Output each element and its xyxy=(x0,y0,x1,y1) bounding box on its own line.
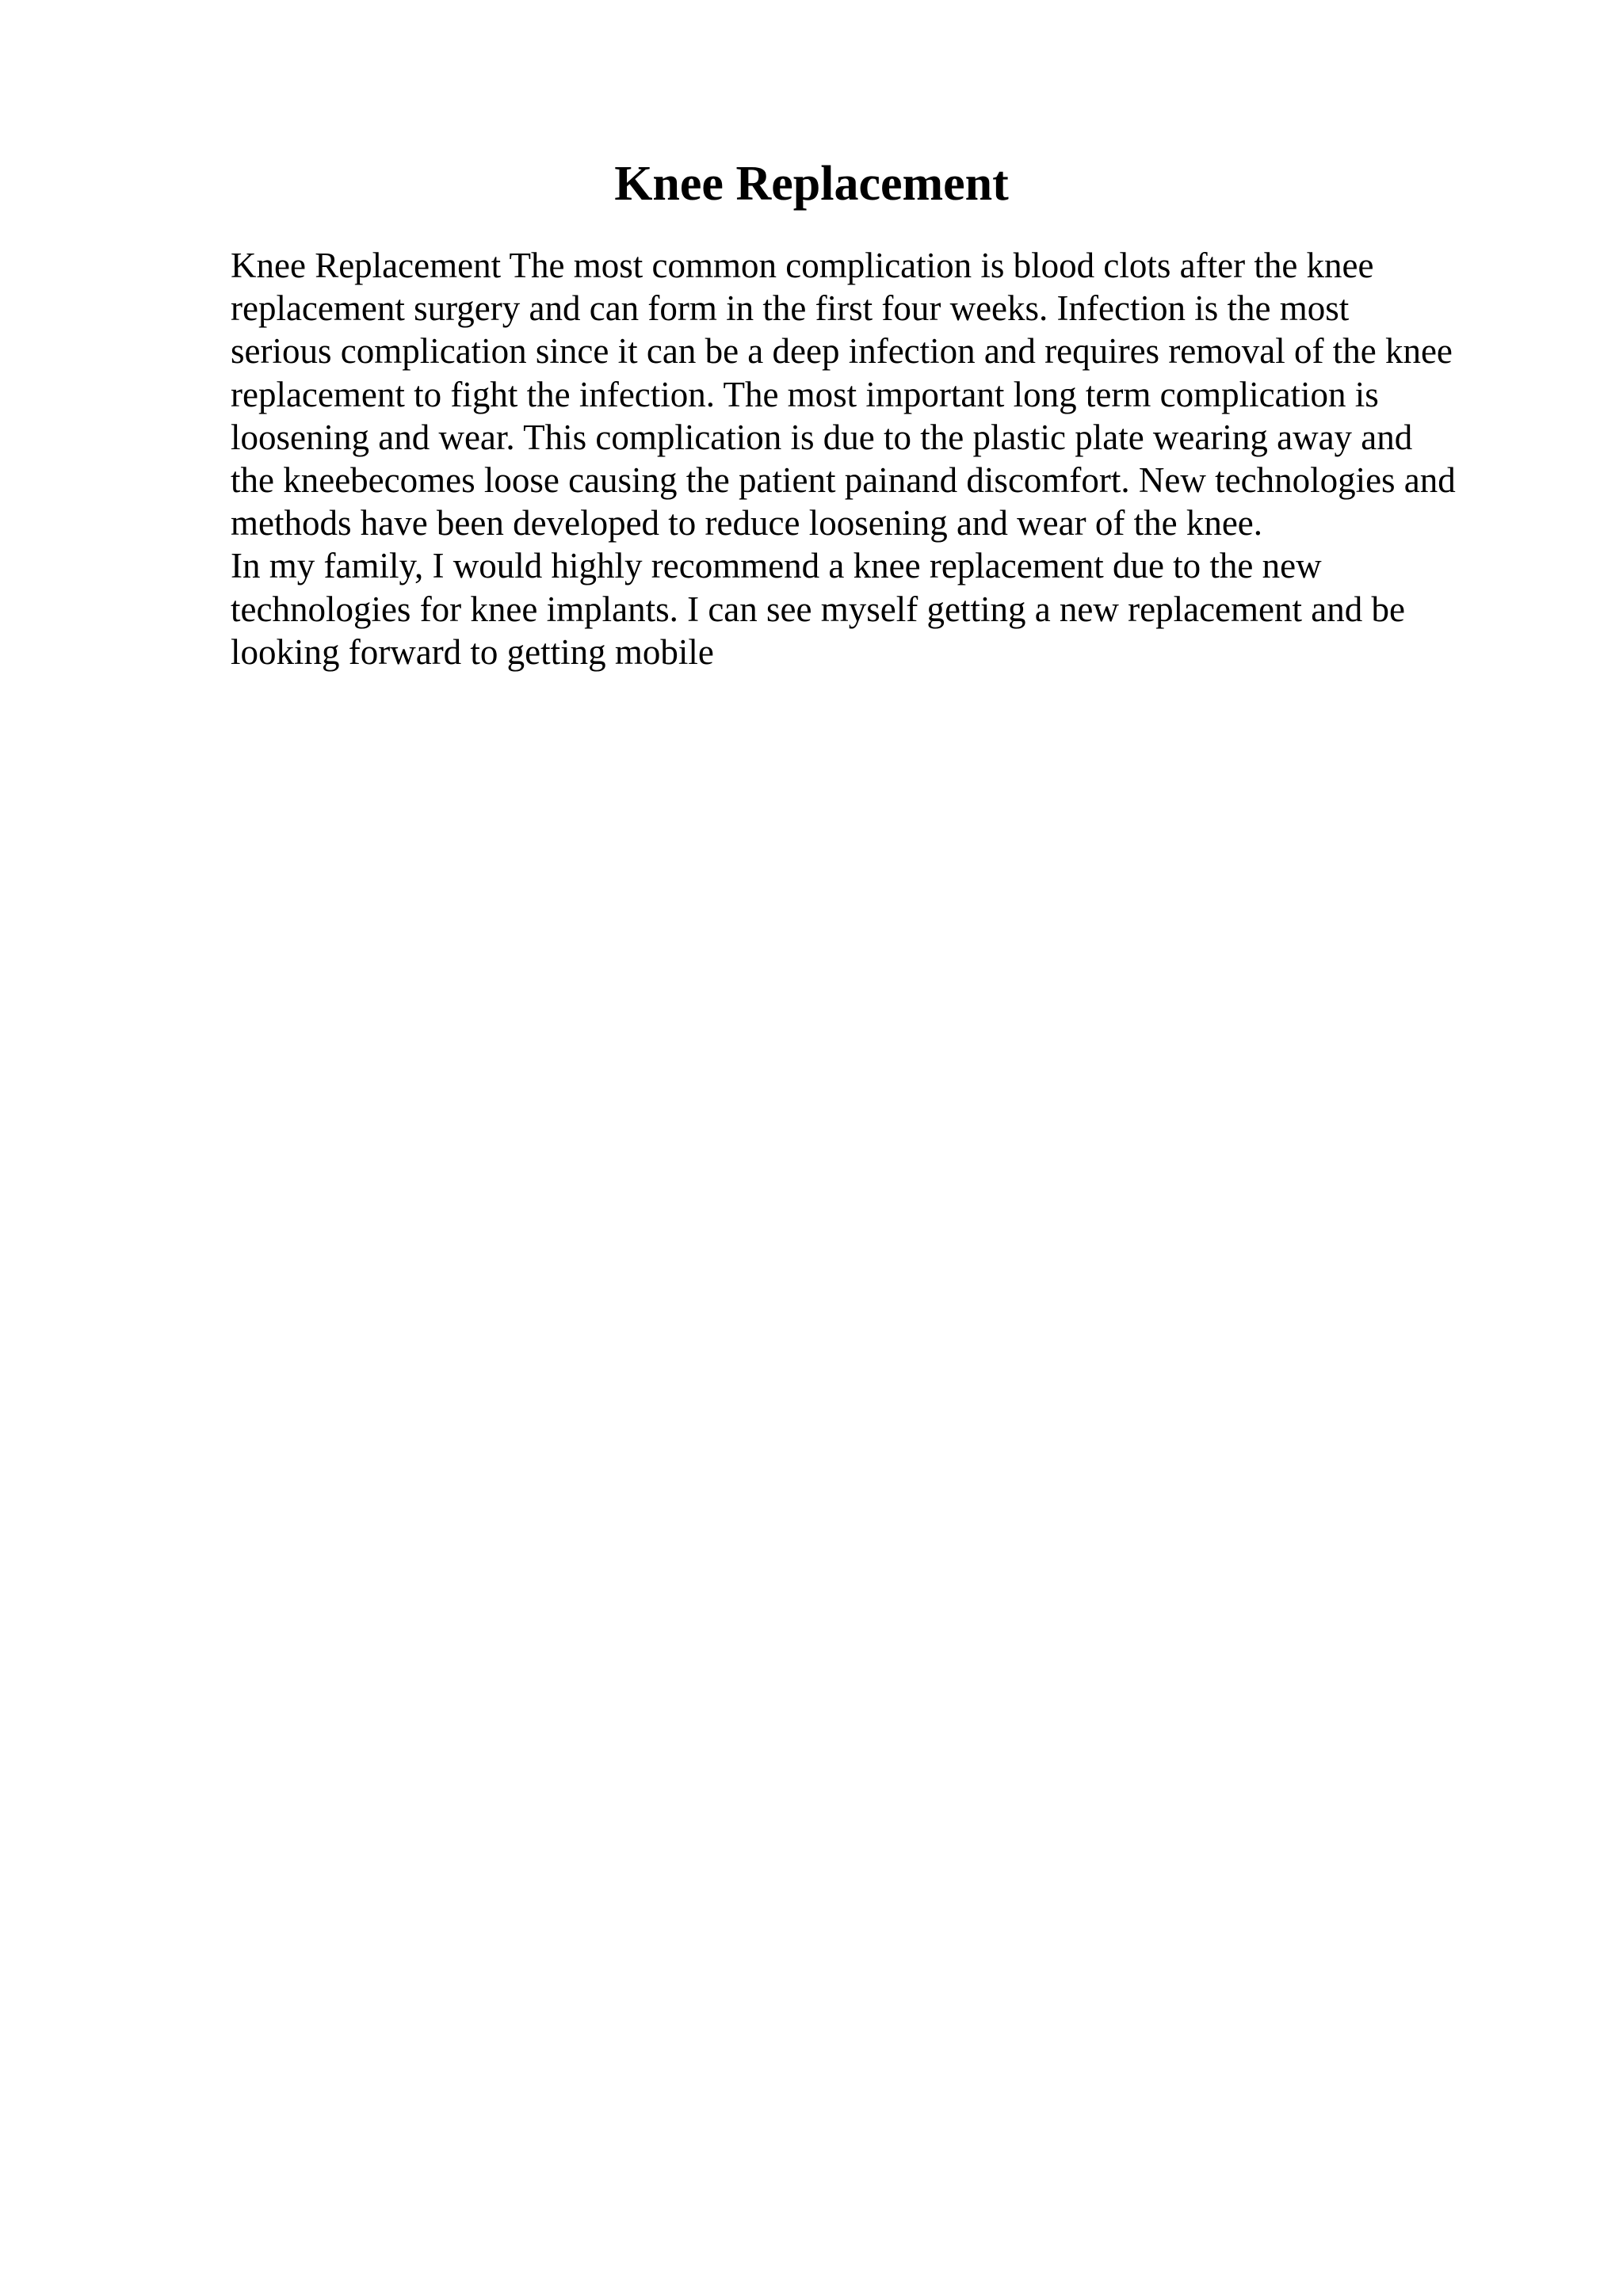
body-line: In my family, I would highly recommend a knee replacement due to the new xyxy=(231,546,1322,586)
body-line: Knee Replacement The most common complication is blood clots after the knee xyxy=(231,246,1374,285)
body-line: technologies for knee implants. I can see myself getting a new replacement and be xyxy=(231,589,1405,629)
body-line: replacement surgery and can form in the first four weeks. Infection is the most xyxy=(231,288,1350,329)
body-line: replacement to fight the infection. The most important long term complication is xyxy=(231,374,1379,414)
body-line: methods have been developed to reduce loosening and wear of the knee. xyxy=(231,503,1263,543)
body-line: serious complication since it can be a deep infection and requires removal of the knee xyxy=(231,331,1453,372)
document-title: Knee Replacement xyxy=(614,157,1009,211)
body-line: loosening and wear. This complication is due to the plastic plate wearing away and xyxy=(231,417,1413,457)
document-body xyxy=(231,244,1514,673)
body-line: the kneebecomes loose causing the patient painand discomfort. New technologies and xyxy=(231,460,1456,501)
body-line: looking forward to getting mobile xyxy=(231,631,714,672)
